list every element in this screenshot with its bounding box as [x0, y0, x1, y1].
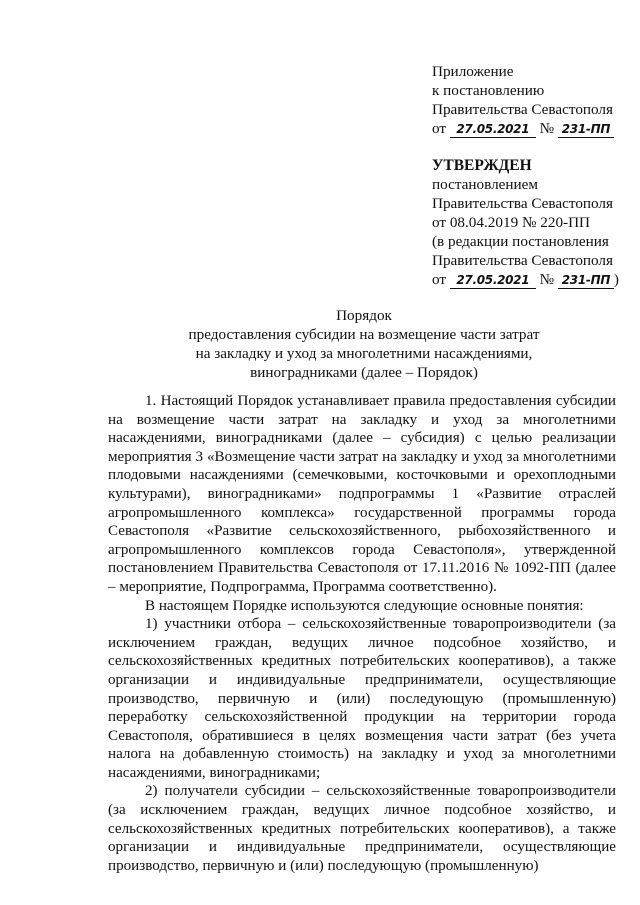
appendix-ot-label: от: [432, 120, 447, 137]
document-body: [108, 392, 616, 875]
appendix-block: [432, 62, 632, 289]
approved-handwritten-date: 27.05.2021: [450, 273, 536, 289]
appendix-handwritten-number: 231-ПП: [558, 122, 614, 138]
approved-line-4: (в редакции постановления: [432, 233, 609, 250]
appendix-line-2: к постановлению: [432, 82, 545, 99]
approved-ot-label: от: [432, 271, 447, 288]
appendix-line-3: Правительства Севастополя: [432, 101, 613, 118]
document-title: [140, 306, 588, 382]
approved-date-line: [432, 270, 632, 289]
title-line-3: на закладку и уход за многолетними насаждениями,: [195, 345, 533, 362]
paragraph-3: 1) участники отбора – сельскохозяйственные товаропроизводители (за исключением граждан, ведущих личное подсобное хозяйство, и сельскохозяйственных кредитных потребительских кооперативов), а также организации и индивидуальные предприниматели, осуществляющие производство, первичную и (или) последующую (промышленную) переработку сельскохозяйственной продукции на территории города Севастополя, обратившиеся в целях возмещения части затрат (без учета налога на добавленную стоимость) на закладку и уход за многолетними насаждениями, виноградниками;: [108, 616, 616, 781]
appendix-handwritten-date: 27.05.2021: [450, 122, 536, 138]
appendix-line-1: Приложение: [432, 63, 514, 80]
approved-line-3: от 08.04.2019 № 220-ПП: [432, 214, 591, 231]
approved-title: УТВЕРЖДЕН: [432, 157, 532, 174]
paragraph-4: 2) получатели субсидии – сельскохозяйственные товаропроизводители (за исключением граждан, ведущих личное подсобное хозяйство, и сельскохозяйственных кредитных потребительских кооперативов), а также организации и индивидуальные предприниматели, осуществляющие производство, первичную и (или) последующую (промышленную): [108, 783, 616, 874]
approved-close-paren: ): [613, 271, 619, 288]
appendix-num-label: №: [539, 120, 555, 137]
title-line-4: виноградниками (далее – Порядок): [250, 364, 478, 381]
approved-line-1: постановлением: [432, 176, 539, 193]
approved-handwritten-number: 231-ПП: [558, 273, 614, 289]
paragraph-1: 1. Настоящий Порядок устанавливает правила предоставления субсидии на возмещение части затрат на закладку и уход за многолетними насаждениями, виноградниками (далее – субсидия) с целью реализации мероприятия 3 «Возмещение части затрат на закладку и уход за многолетними плодовыми насаждениями (семечковыми, косточковыми и орехоплодными культурами), виноградниками» подпрограммы 1 «Развитие отраслей агропромышленного комплекса» государственной программы города Севастополя «Развитие сельскохозяйственного, рыбохозяйственного и агропромышленного комплексов города Севастополя», утвержденной постановлением Правительства Севастополя от 17.11.2016 № 1092-ПП (далее – мероприятие, Подпрограмма, Программа соответственно).: [108, 393, 616, 595]
approved-num-label: №: [539, 271, 555, 288]
title-line-1: Порядок: [336, 307, 392, 324]
approved-line-5: Правительства Севастополя: [432, 252, 613, 269]
title-line-2: предоставления субсидии на возмещение части затрат: [188, 326, 540, 343]
approved-line-2: Правительства Севастополя: [432, 195, 613, 212]
appendix-date-line: [432, 119, 632, 138]
paragraph-2: В настоящем Порядке используются следующие основные понятия:: [145, 597, 584, 614]
